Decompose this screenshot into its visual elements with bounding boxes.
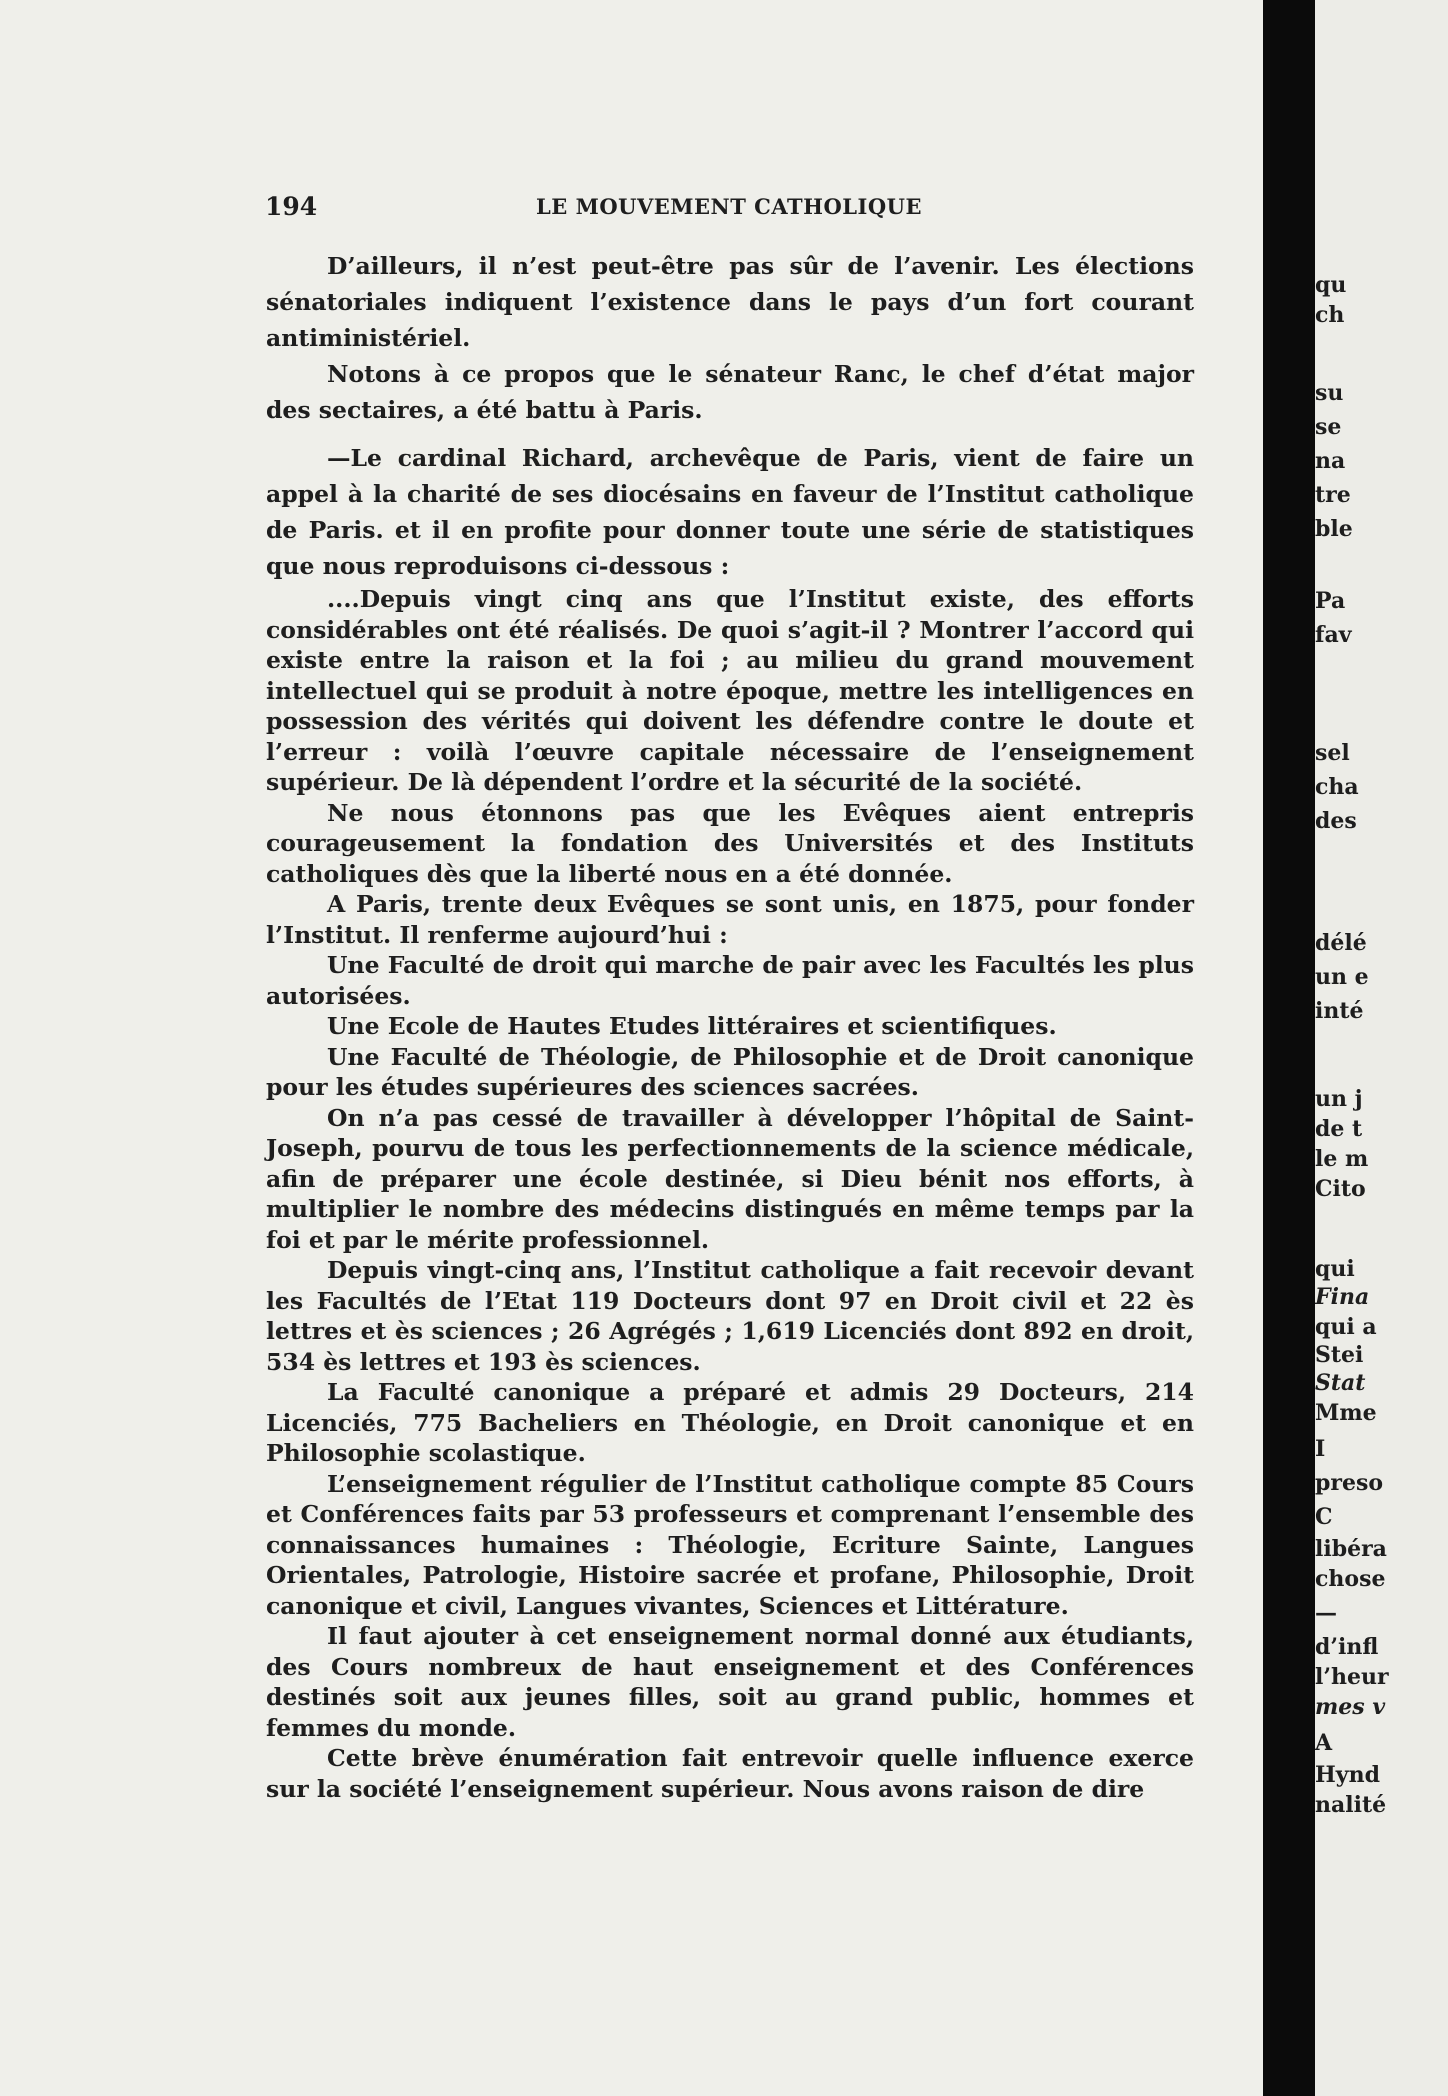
facing-page-fragment: Hynd: [1315, 1762, 1380, 1788]
facing-page-fragment: tre: [1315, 482, 1351, 508]
paragraph-quote: L’enseignement régulier de l’Institut catholique compte 85 Cours et Conférences faits par 53 professeurs et comprenant l’ensemble des connaissances humaines : Théologie, Ecriture Sainte, Langues Orientales, Patrologie, Histoire sacrée et profane, Philosophie, Droit canonique et civil, Langues vivantes, Sciences et Littérature.: [266, 1469, 1194, 1620]
facing-page-fragment: un e: [1315, 964, 1369, 990]
facing-page-fragment: l’heur: [1315, 1664, 1389, 1690]
facing-page-fragment: délé: [1315, 930, 1367, 956]
paragraph-quote: On n’a pas cessé de travailler à développer l’hôpital de Saint-Joseph, pourvu de tous les perfectionnements de la science médicale, afin de préparer une école destinée, si Dieu bénit nos efforts, à multiplier le nombre des médecins distingués en même temps par la foi et par le mérite professionnel.: [266, 1103, 1194, 1254]
paragraph-quote: ....Depuis vingt cinq ans que l’Institut existe, des efforts considérables ont été réalisés. De quoi s’agit-il ? Montrer l’accord qui existe entre la raison et la foi ; au milieu du grand mouvement intellectuel qui se produit à notre époque, mettre les intelligences en possession des vérités qui doivent les défendre contre le doute et l’erreur : voilà l’œuvre capitale nécessaire de l’enseignement supérieur. De là dépendent l’ordre et la sécurité de la société.: [266, 585, 1194, 796]
facing-page-fragment: na: [1315, 448, 1346, 474]
facing-page-fragment: Cito: [1315, 1176, 1366, 1202]
body-text: [266, 248, 1194, 1804]
paragraph-quote: Ne nous étonnons pas que les Evêques aient entrepris courageusement la fondation des Universités et des Instituts catholiques dès que la liberté nous en a été donnée.: [266, 798, 1194, 888]
facing-page-fragment: Pa: [1315, 588, 1346, 614]
facing-page-fragment: qui a: [1315, 1314, 1377, 1340]
facing-page-fragment: Mme: [1315, 1400, 1377, 1426]
facing-page-fragment: I: [1315, 1436, 1326, 1462]
paragraph: D’ailleurs, il n’est peut-être pas sûr de l’avenir. Les élections sénatoriales indiquent l’existence dans le pays d’un fort courant antiministériel.: [266, 252, 1194, 352]
facing-page-fragment: mes v: [1315, 1694, 1386, 1720]
facing-page-fragment: chose: [1315, 1566, 1386, 1592]
book-binding-shadow: [1263, 0, 1315, 2096]
paragraph-quote: Une Faculté de droit qui marche de pair avec les Facultés les plus autorisées.: [266, 951, 1194, 1010]
facing-page-fragment: le m: [1315, 1146, 1369, 1172]
facing-page-fragment: cha: [1315, 774, 1359, 800]
facing-page-fragment: ble: [1315, 516, 1353, 542]
facing-page-fragment: des: [1315, 808, 1357, 834]
paragraph-quote: A Paris, trente deux Evêques se sont unis, en 1875, pour fonder l’Institut. Il renferme aujourd’hui :: [266, 890, 1194, 949]
paragraph: Notons à ce propos que le sénateur Ranc, le chef d’état major des sectaires, a été battu à Paris.: [266, 360, 1194, 424]
paragraph: —Le cardinal Richard, archevêque de Paris, vient de faire un appel à la charité de ses diocésains en faveur de l’Institut catholique de Paris. et il en profite pour donner toute une série de statistiques que nous reproduisons ci-dessous :: [266, 444, 1194, 580]
facing-page-fragment: se: [1315, 414, 1342, 440]
paragraph-quote: Une Ecole de Hautes Etudes littéraires et scientifiques.: [327, 1012, 1057, 1040]
facing-page-fragment: su: [1315, 380, 1344, 406]
facing-page-edge: [1315, 0, 1448, 2096]
facing-page-fragment: fav: [1315, 622, 1352, 648]
page-header: [265, 192, 1193, 228]
facing-page-fragment: C: [1315, 1504, 1333, 1530]
facing-page-fragment: inté: [1315, 998, 1364, 1024]
paragraph-quote: Il faut ajouter à cet enseignement normal donné aux étudiants, des Cours nombreux de haut enseignement et des Conférences destinés soit aux jeunes filles, soit au grand public, hommes et femmes du monde.: [266, 1622, 1194, 1742]
facing-page-fragment: A: [1315, 1730, 1333, 1756]
page-number: 194: [265, 192, 318, 221]
facing-page-fragment: un j: [1315, 1086, 1363, 1112]
paragraph-quote: Une Faculté de Théologie, de Philosophie et de Droit canonique pour les études supérieures des sciences sacrées.: [266, 1042, 1194, 1101]
facing-page-fragment: preso: [1315, 1470, 1384, 1496]
facing-page-fragment: libéra: [1315, 1536, 1387, 1562]
facing-page-fragment: sel: [1315, 740, 1350, 766]
facing-page-fragment: ch: [1315, 302, 1345, 328]
facing-page-fragment: de t: [1315, 1116, 1363, 1142]
paragraph-quote: Depuis vingt-cinq ans, l’Institut catholique a fait recevoir devant les Facultés de l’Etat 119 Docteurs dont 97 en Droit civil et 22 ès lettres et ès sciences ; 26 Agrégés ; 1,619 Licenciés dont 892 en droit, 534 ès lettres et 193 ès sciences.: [266, 1256, 1194, 1376]
facing-page-fragment: d’infl: [1315, 1634, 1379, 1660]
facing-page-fragment: —: [1315, 1600, 1337, 1626]
facing-page-fragment: qu: [1315, 272, 1347, 298]
paragraph-quote: Cette brève énumération fait entrevoir quelle influence exerce sur la société l’enseignement supérieur. Nous avons raison de dire: [266, 1744, 1194, 1803]
facing-page-fragment: nalité: [1315, 1792, 1387, 1818]
facing-page-fragment: Fina: [1315, 1284, 1370, 1310]
facing-page-fragment: Stei: [1315, 1342, 1364, 1368]
facing-page-fragment: qui: [1315, 1256, 1355, 1282]
paragraph-quote: La Faculté canonique a préparé et admis 29 Docteurs, 214 Licenciés, 775 Bacheliers en Théologie, en Droit canonique et en Philosophie scolastique.: [266, 1378, 1194, 1467]
facing-page-fragment: Stat: [1315, 1370, 1366, 1396]
running-title: LE MOUVEMENT CATHOLIQUE: [536, 194, 922, 219]
